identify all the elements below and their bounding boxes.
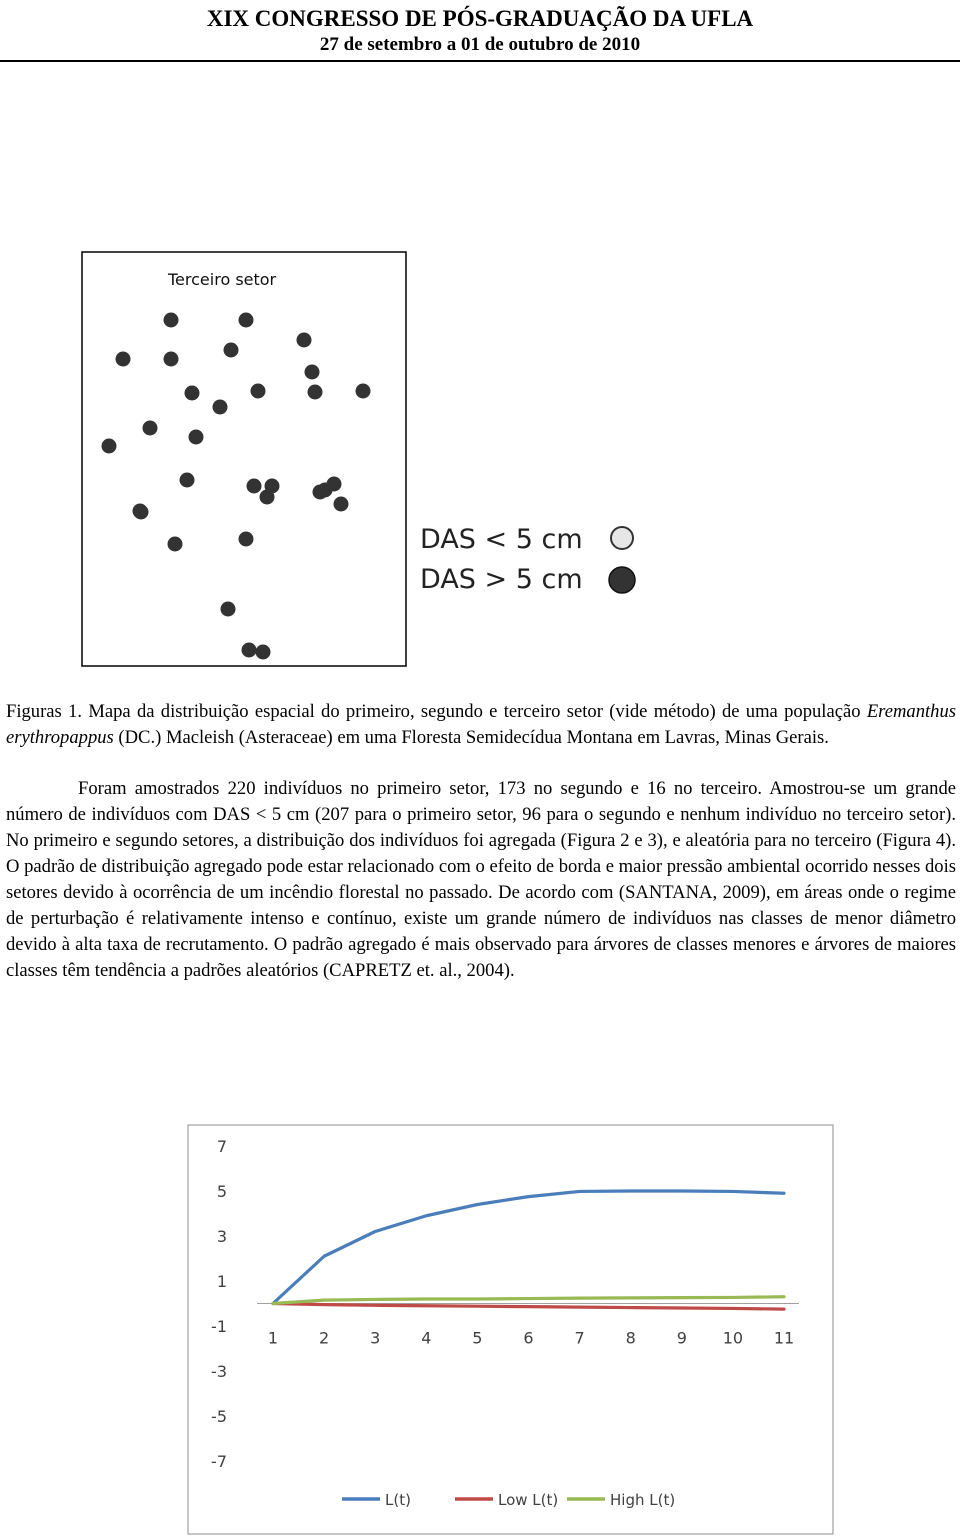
legend-label-large: DAS > 5 cm — [420, 564, 583, 595]
tree-dot — [134, 505, 149, 520]
tree-dot — [256, 645, 271, 660]
caption-tail: (DC.) Macleish (Asteraceae) em uma Floresta Semidecídua Montana em Lavras, Minas Gerais. — [113, 727, 829, 748]
legend-marker-large — [609, 567, 635, 593]
legend-label-3: High L(t) — [610, 1491, 676, 1509]
x-tick-label: 3 — [370, 1328, 381, 1348]
tree-dot — [242, 643, 257, 658]
legend-label-1: L(t) — [385, 1491, 411, 1509]
x-tick-label: 4 — [421, 1328, 432, 1348]
legend-label-small: DAS < 5 cm — [420, 524, 583, 555]
y-tick-label: 1 — [216, 1272, 227, 1291]
tree-dot — [224, 343, 239, 358]
tree-dot — [185, 386, 200, 401]
caption-species: Eremanthus erythropappus — [6, 701, 956, 748]
chart-legend — [342, 1491, 675, 1509]
x-tick-label: 11 — [773, 1328, 795, 1348]
tree-dot — [260, 490, 275, 505]
tree-dot — [143, 421, 158, 436]
lt-function-chart — [187, 1124, 834, 1535]
x-tick-label: 2 — [319, 1328, 330, 1348]
map-panel-title: Terceiro setor — [168, 270, 277, 289]
figure-caption — [6, 699, 956, 751]
tree-dot — [168, 537, 183, 552]
x-tick-label: 5 — [472, 1328, 483, 1348]
tree-dot — [164, 313, 179, 328]
y-tick-label: 5 — [216, 1182, 227, 1201]
y-tick-label: -1 — [211, 1317, 227, 1336]
x-tick-label: 6 — [523, 1328, 534, 1348]
tree-dot — [102, 439, 117, 454]
y-tick-label: -7 — [211, 1452, 227, 1471]
y-tick-label: -5 — [211, 1407, 227, 1426]
tree-dot — [308, 385, 323, 400]
tree-dot — [180, 473, 195, 488]
tree-dot — [189, 430, 204, 445]
tree-dot — [327, 477, 342, 492]
legend-label-2: Low L(t) — [498, 1491, 559, 1509]
page-header — [0, 6, 960, 58]
header-rule — [0, 60, 960, 62]
tree-dot — [356, 384, 371, 399]
tree-dot — [247, 479, 262, 494]
y-tick-label: 7 — [216, 1137, 227, 1156]
x-tick-label: 9 — [676, 1328, 687, 1348]
body-paragraph: Foram amostrados 220 indivíduos no primeiro setor, 173 no segundo e 16 no terceiro. Amostrou-se um grande número de indivíduos com DAS < 5 cm (207 para o primeiro setor, 96 para o segundo e nenhum indivíduo no terceiro setor). No primeiro e segundo setores, a distribuição dos indivíduos foi agregada (Figura 2 e 3), e aleatória para no terceiro (Figura 4). O padrão de distribuição agregado pode estar relacionado com o efeito de borda e maior pressão ambiental ocorrido nesses dois setores devido à ocorrência de um incêndio florestal no passado. De acordo com (SANTANA, 2009), em áreas onde o regime de perturbação é relativamente intenso e contínuo, existe um grande número de indivíduos nas classes de menor diâmetro devido à alta taxa de recrutamento. O padrão agregado é mais observado para árvores de classes menores e árvores de maiores classes têm tendência a padrões aleatórios (CAPRETZ et. al., 2004). — [6, 778, 956, 981]
tree-dot — [334, 497, 349, 512]
tree-dot — [305, 365, 320, 380]
congress-title: XIX CONGRESSO DE PÓS-GRADUAÇÃO DA UFLA — [206, 6, 754, 31]
y-tick-label: 3 — [216, 1227, 227, 1246]
body-text — [6, 776, 956, 984]
y-tick-label: -3 — [211, 1362, 227, 1381]
tree-dot — [164, 352, 179, 367]
tree-dot — [239, 313, 254, 328]
tree-dot — [239, 532, 254, 547]
tree-dot — [313, 485, 328, 500]
legend-marker-small — [611, 527, 633, 549]
tree-dot — [213, 400, 228, 415]
spatial-distribution-map — [0, 240, 960, 680]
tree-dot — [297, 333, 312, 348]
tree-dot — [251, 384, 266, 399]
caption-lead: Figuras 1. Mapa da distribuição espacial do primeiro, segundo e terceiro setor (vide método) de uma população — [6, 701, 867, 722]
tree-dot — [221, 602, 236, 617]
x-tick-label: 7 — [574, 1328, 585, 1348]
x-tick-label: 10 — [722, 1328, 744, 1348]
x-tick-label: 1 — [267, 1328, 279, 1348]
tree-dot — [116, 352, 131, 367]
x-tick-label: 8 — [625, 1328, 636, 1348]
congress-dates: 27 de setembro a 01 de outubro de 2010 — [319, 34, 641, 55]
